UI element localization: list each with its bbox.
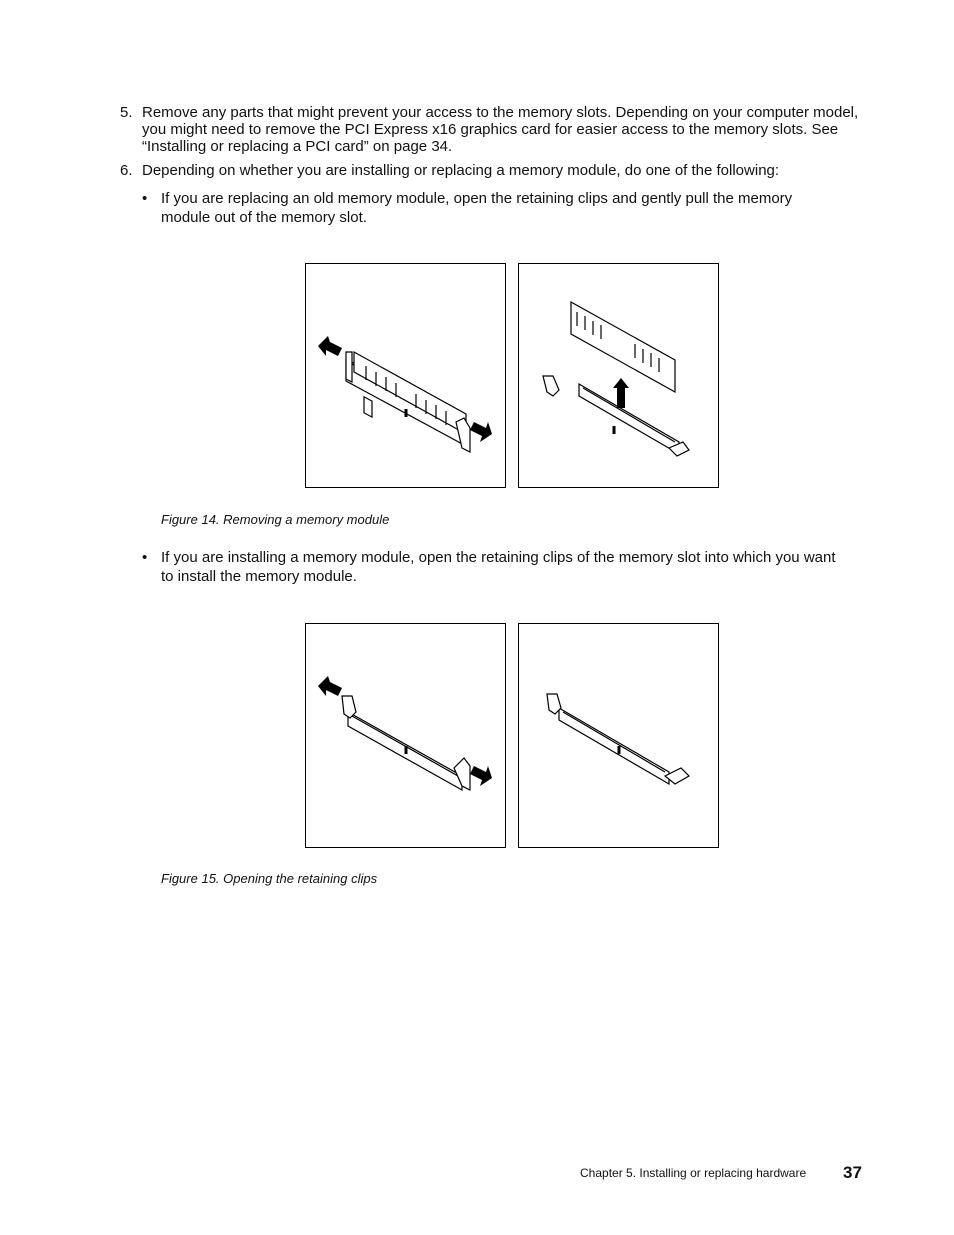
arrow-left-icon	[318, 676, 342, 696]
memory-module-in-slot-illustration	[306, 264, 505, 487]
arrow-left-icon	[318, 336, 342, 356]
step-number: 6.	[120, 162, 133, 179]
page-number: 37	[843, 1163, 862, 1182]
arrow-right-icon	[470, 422, 492, 442]
empty-slot-clips-opening-illustration	[306, 624, 505, 847]
arrow-right-icon	[470, 766, 492, 786]
figure-14-panel-remove-module	[518, 263, 719, 488]
bullet-symbol: •	[142, 549, 148, 566]
arrow-up-icon	[613, 378, 629, 408]
step-number: 5.	[120, 104, 133, 121]
figure-14-panel-open-clips	[305, 263, 506, 488]
empty-slot-clips-open-illustration	[519, 624, 718, 847]
figure-15-caption: Figure 15. Opening the retaining clips	[161, 871, 378, 886]
figure-15-panel-open-clips	[305, 623, 506, 848]
footer-chapter: Chapter 5. Installing or replacing hardware	[580, 1166, 807, 1180]
figure-15-panel-clips-open	[518, 623, 719, 848]
memory-module-removed-illustration	[519, 264, 718, 487]
bullet-symbol: •	[142, 190, 148, 207]
bullet-text: If you are replacing an old memory module, open the retaining clips and gently pull the memory module out of the memory slot.	[161, 190, 793, 226]
bullet-text: If you are installing a memory module, open the retaining clips of the memory slot into which you want to install the memory module.	[161, 549, 836, 585]
step-text: Depending on whether you are installing or replacing a memory module, do one of the following:	[142, 162, 780, 179]
step-text: Remove any parts that might prevent your access to the memory slots. Depending on your computer model, you might need to remove the PCI Express x16 graphics card for easier access to the memory slots. See “Installing or replacing a PCI card” on page 34.	[142, 104, 859, 155]
figure-14-caption: Figure 14. Removing a memory module	[161, 512, 390, 527]
